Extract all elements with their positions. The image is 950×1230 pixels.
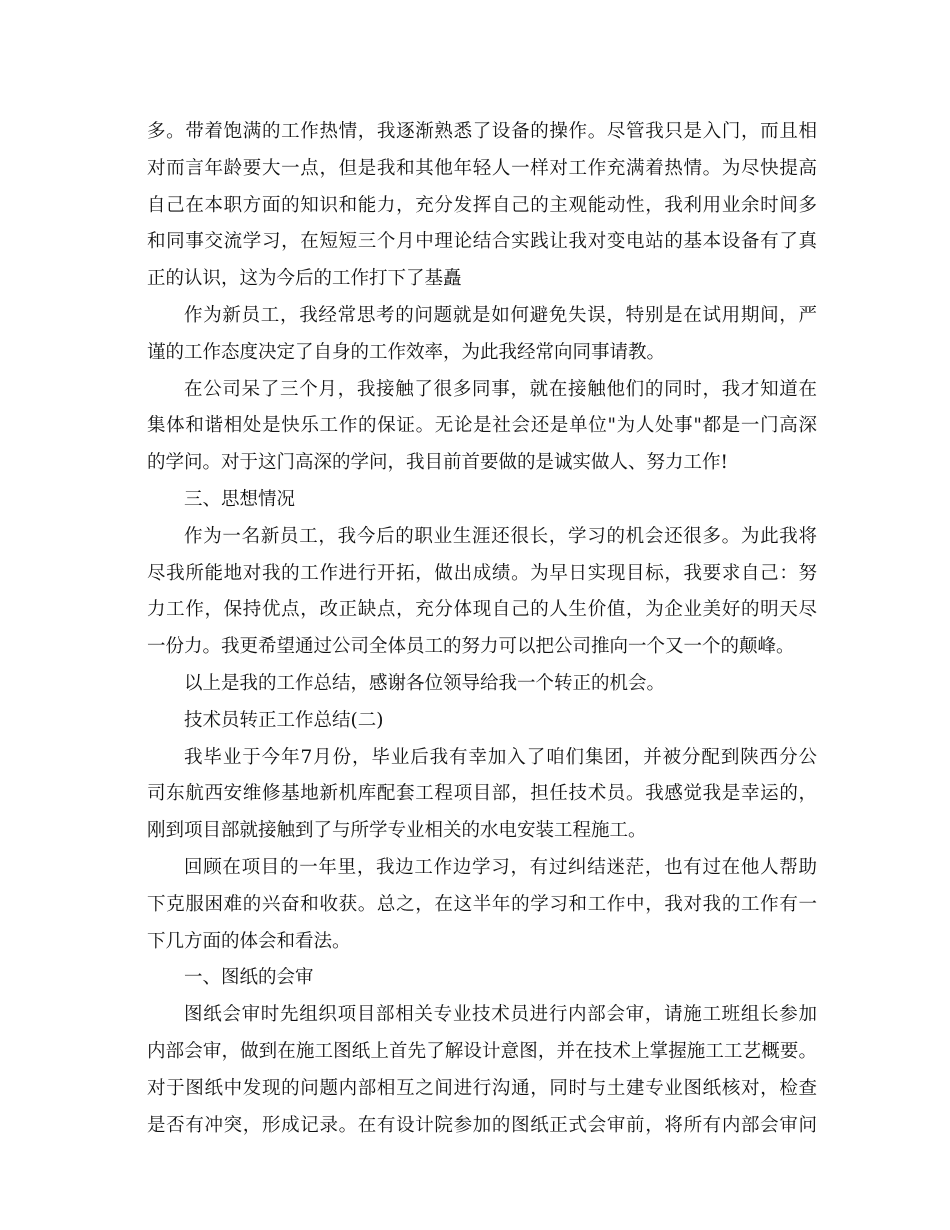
text-line: 刚到项目部就接触到了与所学专业相关的水电安装工程施工。	[147, 820, 647, 842]
text-line: 谨的工作态度决定了自身的工作效率，为此我经常向同事请教。	[147, 341, 666, 363]
text-line: 一份力。我更希望通过公司全体员工的努力可以把公司推向一个又一个的颠峰。	[147, 636, 795, 658]
text-line: 下几方面的体会和看法。	[147, 930, 351, 952]
text-line: 三、思想情况	[184, 488, 296, 510]
text-line: 集体和谐相处是快乐工作的保证。无论是社会还是单位"为人处事"都是一门高深	[147, 415, 817, 437]
text-line: 力工作，保持优点，改正缺点，充分体现自己的人生价值，为企业美好的明天尽	[147, 599, 817, 621]
text-line: 司东航西安维修基地新机库配套工程项目部，担任技术员。我感觉我是幸运的，	[147, 783, 817, 805]
text-line: 尽我所能地对我的工作进行开拓，做出成绩。为早日实现目标，我要求自己：努	[147, 562, 817, 584]
text-line: 对于图纸中发现的问题内部相互之间进行沟通，同时与土建专业图纸核对，检查	[147, 1077, 817, 1099]
text-line: 以上是我的工作总结，感谢各位领导给我一个转正的机会。	[184, 672, 666, 694]
text-line: 多。带着饱满的工作热情，我逐渐熟悉了设备的操作。尽管我只是入门，而且相	[147, 121, 817, 142]
text-line: 内部会审，做到在施工图纸上首先了解设计意图，并在技术上掌握施工工艺概要。	[147, 1040, 817, 1062]
text-line: 在公司呆了三个月，我接触了很多同事，就在接触他们的同时，我才知道在	[184, 378, 817, 400]
text-line: 一、图纸的会审	[184, 967, 314, 989]
text-line: 下克服困难的兴奋和收获。总之，在这半年的学习和工作中，我对我的工作有一	[147, 893, 817, 915]
text-line: 的学问。对于这门高深的学问，我目前首要做的是诚实做人、努力工作!	[147, 452, 728, 474]
text-line: 我毕业于今年7月份，毕业后我有幸加入了咱们集团，并被分配到陕西分公	[184, 746, 817, 768]
text-line: 作为一名新员工，我今后的职业生涯还很长，学习的机会还很多。为此我将	[184, 525, 817, 547]
text-line: 是否有冲突，形成记录。在有设计院参加的图纸正式会审前，将所有内部会审问	[147, 1114, 817, 1136]
text-line: 回顾在项目的一年里，我边工作边学习，有过纠结迷茫，也有过在他人帮助	[184, 856, 817, 878]
text-line: 图纸会审时先组织项目部相关专业技术员进行内部会审，请施工班组长参加	[184, 1004, 817, 1026]
text-line: 正的认识，这为今后的工作打下了基矗	[147, 268, 462, 290]
text-line: 技术员转正工作总结(二)	[184, 709, 384, 731]
text-line: 对而言年龄要大一点，但是我和其他年轻人一样对工作充满着热情。为尽快提高	[147, 157, 817, 179]
text-line: 自己在本职方面的知识和能力，充分发挥自己的主观能动性，我利用业余时间多	[147, 194, 817, 216]
text-line: 作为新员工，我经常思考的问题就是如何避免失误，特别是在试用期间，严	[184, 304, 817, 326]
text-line: 和同事交流学习，在短短三个月中理论结合实践让我对变电站的基本设备有了真	[147, 231, 817, 253]
document-body	[147, 114, 817, 1144]
